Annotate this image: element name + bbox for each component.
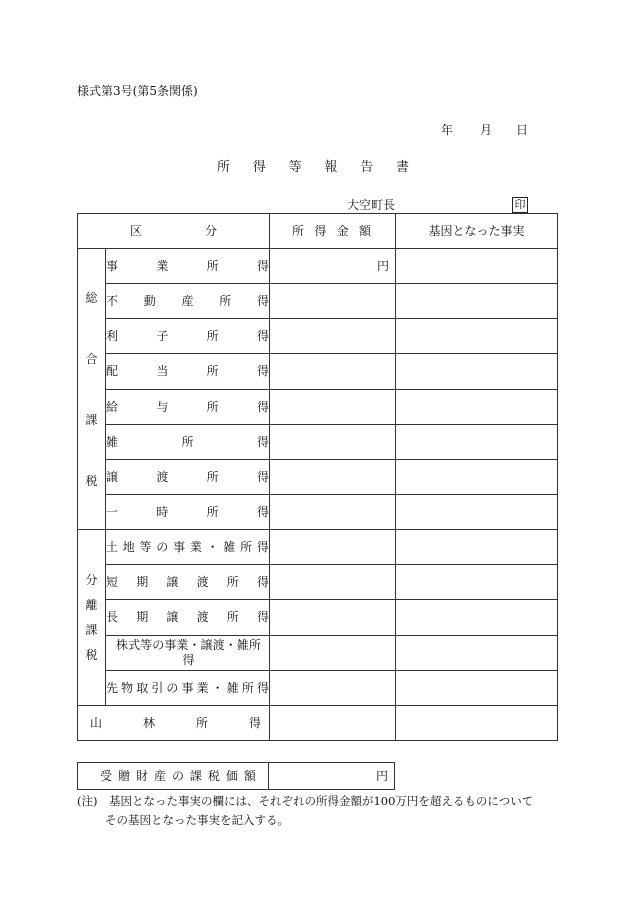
- basis-cell[interactable]: [396, 494, 558, 529]
- row-label: 配 当 所 得: [106, 354, 270, 389]
- gift-tax-box: [77, 762, 395, 790]
- basis-cell[interactable]: [396, 424, 558, 459]
- basis-cell[interactable]: [396, 706, 558, 741]
- row-label: 雑 所 得: [106, 424, 270, 459]
- amount-cell[interactable]: [270, 635, 396, 670]
- table-row: [78, 670, 558, 705]
- row-label: 利 子 所 得: [106, 319, 270, 354]
- date-day: 日: [516, 123, 529, 137]
- row-label: 短 期 譲 渡 所 得: [106, 565, 270, 600]
- basis-cell[interactable]: [396, 389, 558, 424]
- table-row: [78, 706, 558, 741]
- date-month: 月: [480, 123, 493, 137]
- amount-cell[interactable]: [270, 600, 396, 635]
- table-row: [78, 530, 558, 565]
- row-label: 事 業 所 得: [106, 249, 270, 284]
- date-year: 年: [441, 123, 454, 137]
- form-number: 様式第3号(第5条関係): [77, 84, 198, 98]
- row-label: 先 物 取 引 の 事 業 ・ 雑 所 得: [106, 670, 270, 705]
- table-row: [78, 635, 558, 670]
- forest-income-label: 山 林 所 得: [78, 706, 270, 741]
- gift-tax-amount[interactable]: 円: [375, 769, 388, 783]
- row-label: 一 時 所 得: [106, 494, 270, 529]
- table-header-row: [78, 214, 558, 249]
- note-line-2: その基因となった事実を記入する。: [105, 813, 289, 827]
- table-row: [78, 600, 558, 635]
- row-label: 長 期 譲 渡 所 得: [106, 600, 270, 635]
- table-row: [78, 249, 558, 284]
- amount-cell[interactable]: [270, 670, 396, 705]
- basis-cell[interactable]: [396, 565, 558, 600]
- row-label: 株 式 等 の 事 業 ・ 譲 渡 ・ 雑 所 得: [106, 635, 270, 670]
- note-line-1: (注) 基因となった事実の欄には、それぞれの所得金額が100万円を超えるものについて: [77, 794, 534, 808]
- amount-cell[interactable]: [270, 354, 396, 389]
- basis-cell[interactable]: [396, 354, 558, 389]
- general-taxation-label: 総 合 課 税: [78, 249, 106, 530]
- basis-cell[interactable]: [396, 530, 558, 565]
- table-row: [78, 389, 558, 424]
- income-table: [77, 213, 558, 741]
- table-row: [78, 319, 558, 354]
- amount-cell[interactable]: [270, 424, 396, 459]
- row-label: 不 動 産 所 得: [106, 284, 270, 319]
- basis-cell[interactable]: [396, 600, 558, 635]
- table-row: [78, 459, 558, 494]
- amount-cell[interactable]: [270, 284, 396, 319]
- amount-cell[interactable]: 円: [270, 249, 396, 284]
- amount-cell[interactable]: [270, 530, 396, 565]
- table-row: [78, 354, 558, 389]
- header-basis: 基因となった事実: [396, 214, 558, 249]
- basis-cell[interactable]: [396, 670, 558, 705]
- table-row: [78, 494, 558, 529]
- separate-taxation-label: 分 離 課 税: [78, 530, 106, 706]
- row-label: 譲 渡 所 得: [106, 459, 270, 494]
- table-row: [78, 284, 558, 319]
- addressee: 大空町長: [347, 198, 396, 212]
- amount-cell[interactable]: [270, 565, 396, 600]
- basis-cell[interactable]: [396, 635, 558, 670]
- row-label: 給 与 所 得: [106, 389, 270, 424]
- basis-cell[interactable]: [396, 319, 558, 354]
- table-row: [78, 565, 558, 600]
- amount-cell[interactable]: [270, 706, 396, 741]
- seal-mark: 印: [512, 197, 528, 213]
- basis-cell[interactable]: [396, 249, 558, 284]
- amount-cell[interactable]: [270, 389, 396, 424]
- gift-tax-label: 受 贈 財 産 の 課 税 価 額: [78, 763, 269, 789]
- basis-cell[interactable]: [396, 459, 558, 494]
- table-row: [78, 424, 558, 459]
- amount-cell[interactable]: [270, 459, 396, 494]
- row-label: 土 地 等 の 事 業 ・ 雑 所 得: [106, 530, 270, 565]
- basis-cell[interactable]: [396, 284, 558, 319]
- document-title: 所 得 等 報 告 書: [217, 160, 409, 175]
- amount-cell[interactable]: [270, 494, 396, 529]
- amount-cell[interactable]: [270, 319, 396, 354]
- header-category: 区 分: [78, 214, 270, 249]
- header-amount: 所 得 金 額: [270, 214, 396, 249]
